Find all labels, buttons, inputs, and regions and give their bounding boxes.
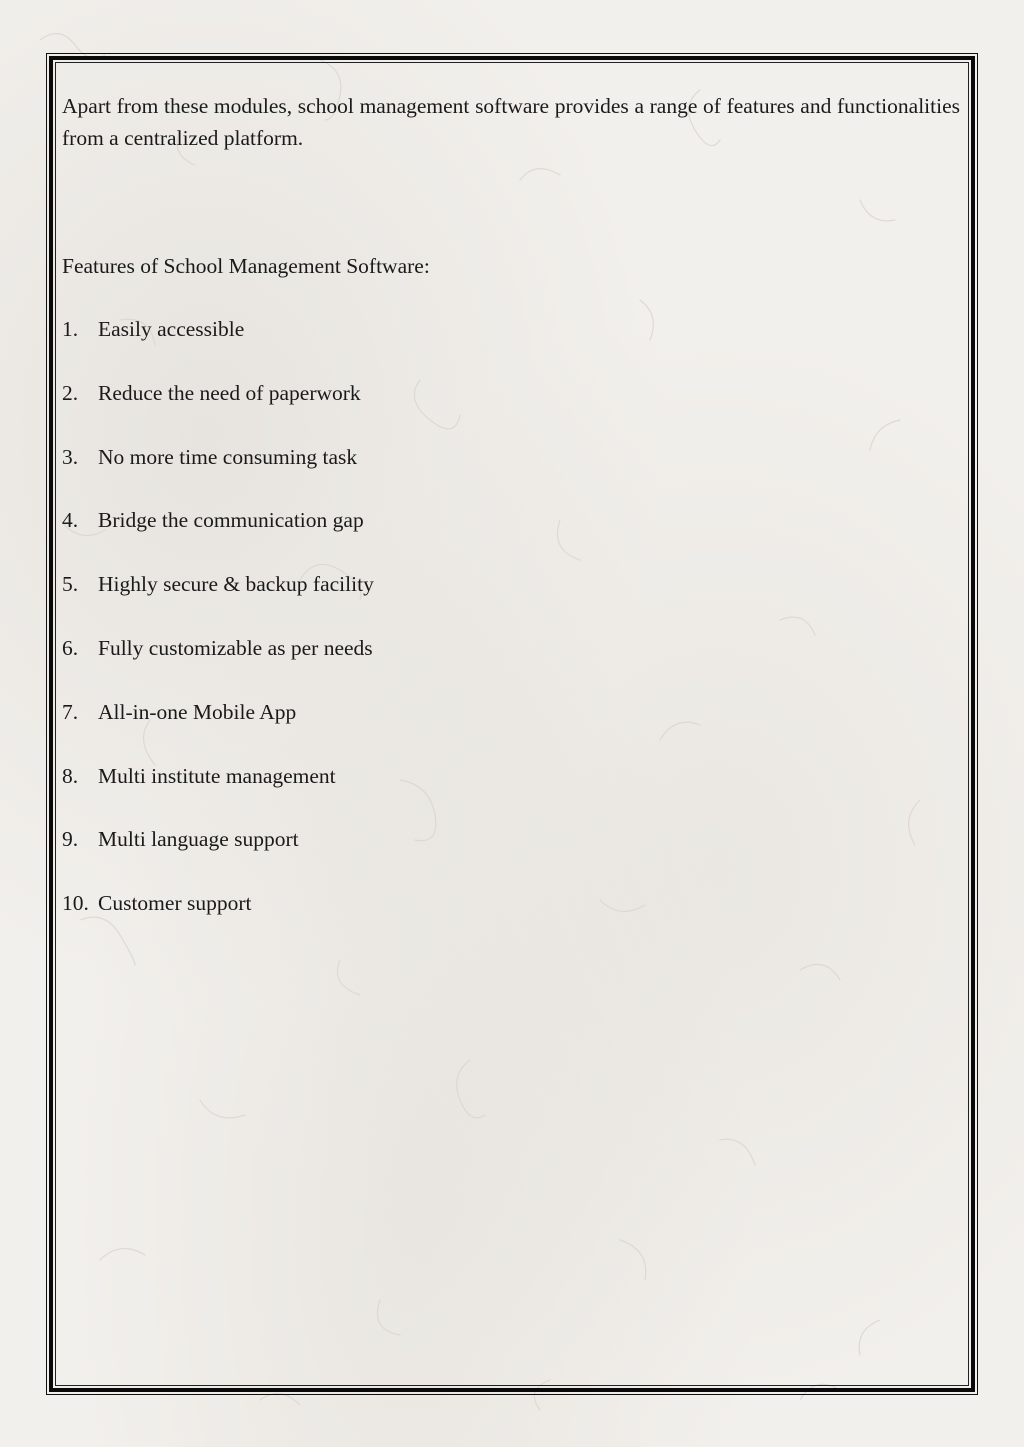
list-item-number: 1.: [62, 317, 79, 341]
list-item-text: Customer support: [98, 891, 252, 916]
list-item: [62, 568, 960, 600]
list-item: [62, 504, 960, 536]
features-heading: Features of School Management Software:: [62, 254, 430, 278]
list-item-text: Fully customizable as per needs: [98, 635, 373, 660]
list-item: [62, 377, 960, 409]
list-item-text: Bridge the communication gap: [98, 508, 364, 533]
list-item-text: All-in-one Mobile App: [98, 699, 297, 724]
list-item-number: 9.: [62, 827, 79, 852]
list-item-number: 4.: [62, 508, 79, 533]
list-item: [62, 887, 960, 919]
list-item-number: 3.: [62, 444, 79, 469]
list-item-number: 2.: [62, 380, 79, 405]
list-item-number: 5.: [62, 572, 79, 597]
list-item: [62, 632, 960, 664]
list-item: [62, 696, 960, 728]
list-item-text: Reduce the need of paperwork: [98, 380, 361, 405]
list-item-number: 10.: [62, 891, 89, 916]
intro-paragraph: Apart from these modules, school management software provides a range of features and functionalities from a centralized platform.: [62, 94, 960, 150]
list-item-text: Easily accessible: [98, 317, 245, 341]
document-body: [62, 90, 960, 951]
list-item-text: No more time consuming task: [98, 444, 358, 469]
list-item: [62, 760, 960, 792]
list-item-text: Multi institute management: [98, 763, 336, 788]
list-item: [62, 441, 960, 473]
list-item-text: Multi language support: [98, 827, 299, 852]
list-item-text: Highly secure & backup facility: [98, 572, 374, 597]
list-item: [62, 823, 960, 855]
list-item-number: 8.: [62, 763, 79, 788]
list-item: [62, 313, 960, 345]
features-list: [62, 313, 960, 919]
list-item-number: 6.: [62, 635, 79, 660]
list-item-number: 7.: [62, 699, 79, 724]
